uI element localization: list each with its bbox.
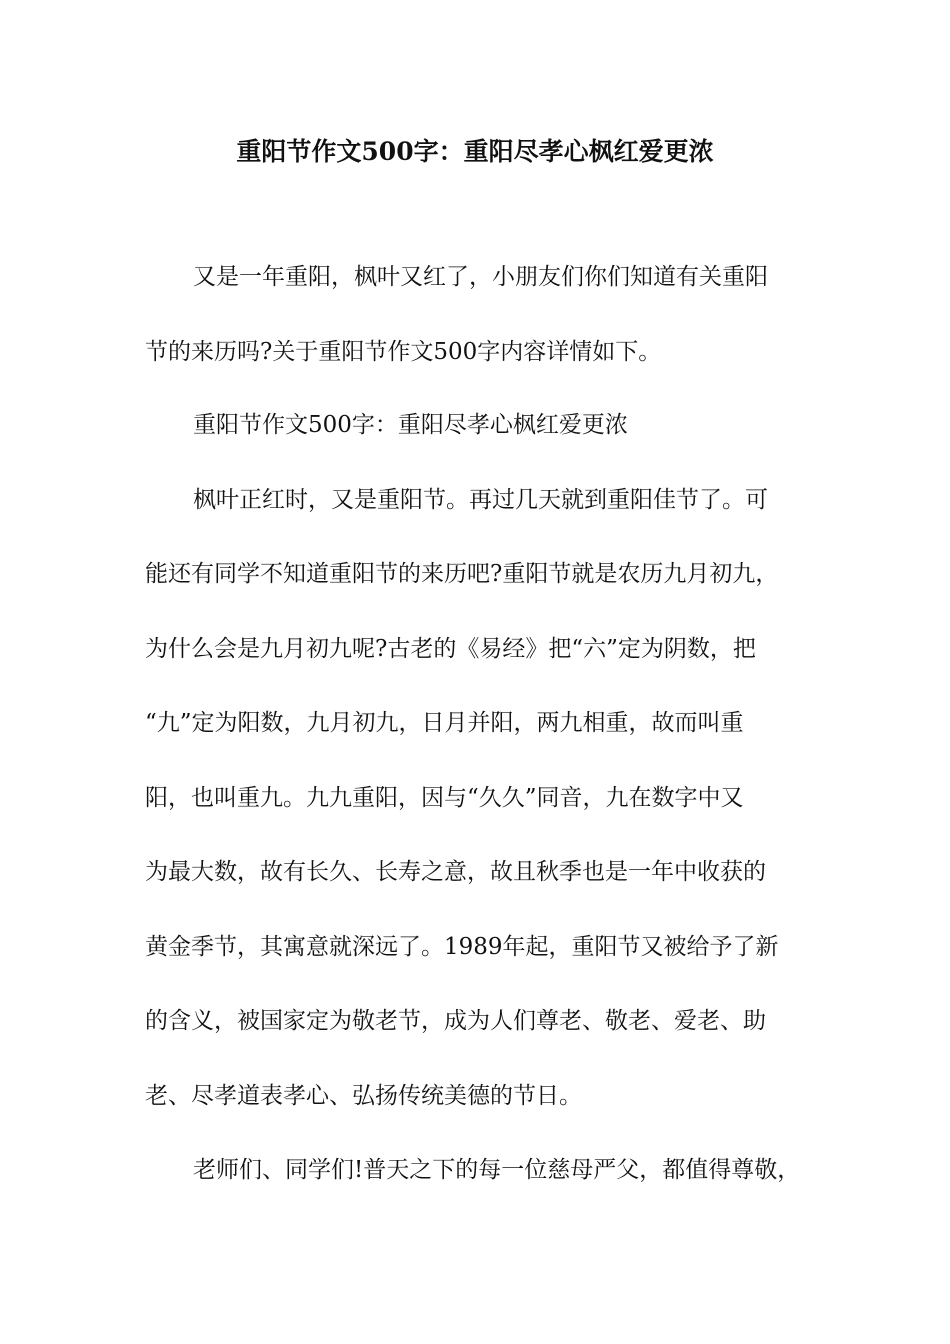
paragraph-line: 的含义，被国家定为敬老节，成为人们尊老、敬老、爱老、助 xyxy=(145,1008,766,1034)
paragraph-line: 枫叶正红时，又是重阳节。再过几天就到重阳佳节了。可 xyxy=(193,487,768,513)
paragraph-line: 又是一年重阳，枫叶又红了，小朋友们你们知道有关重阳 xyxy=(193,264,768,290)
paragraph-line: 重阳节作文500字：重阳尽孝心枫红爱更浓 xyxy=(193,412,628,438)
paragraph-line: 老、尽孝道表孝心、弘扬传统美德的节日。 xyxy=(145,1083,582,1109)
paragraph-line: 能还有同学不知道重阳节的来历吧?重阳节就是农历九月初九， xyxy=(145,561,779,587)
paragraph-line: 为什么会是九月初九呢?古老的《易经》把“六”定为阴数，把 xyxy=(145,636,756,662)
paragraph-line: 节的来历吗?关于重阳节作文500字内容详情如下。 xyxy=(145,339,662,365)
paragraph-line: 为最大数，故有长久、长寿之意，故且秋季也是一年中收获的 xyxy=(145,859,766,885)
paragraph-line: “九”定为阳数，九月初九，日月并阳，两九相重，故而叫重 xyxy=(145,710,744,736)
paragraph-line: 黄金季节，其寓意就深远了。1989年起，重阳节又被给予了新 xyxy=(145,934,779,960)
paragraph-line: 老师们、同学们!普天之下的每一位慈母严父，都值得尊敬， xyxy=(193,1157,801,1183)
document-title: 重阳节作文500字：重阳尽孝心枫红爱更浓 xyxy=(236,137,714,166)
paragraph-line: 阳，也叫重九。九九重阳，因与“久久”同音，九在数字中又 xyxy=(145,785,744,811)
